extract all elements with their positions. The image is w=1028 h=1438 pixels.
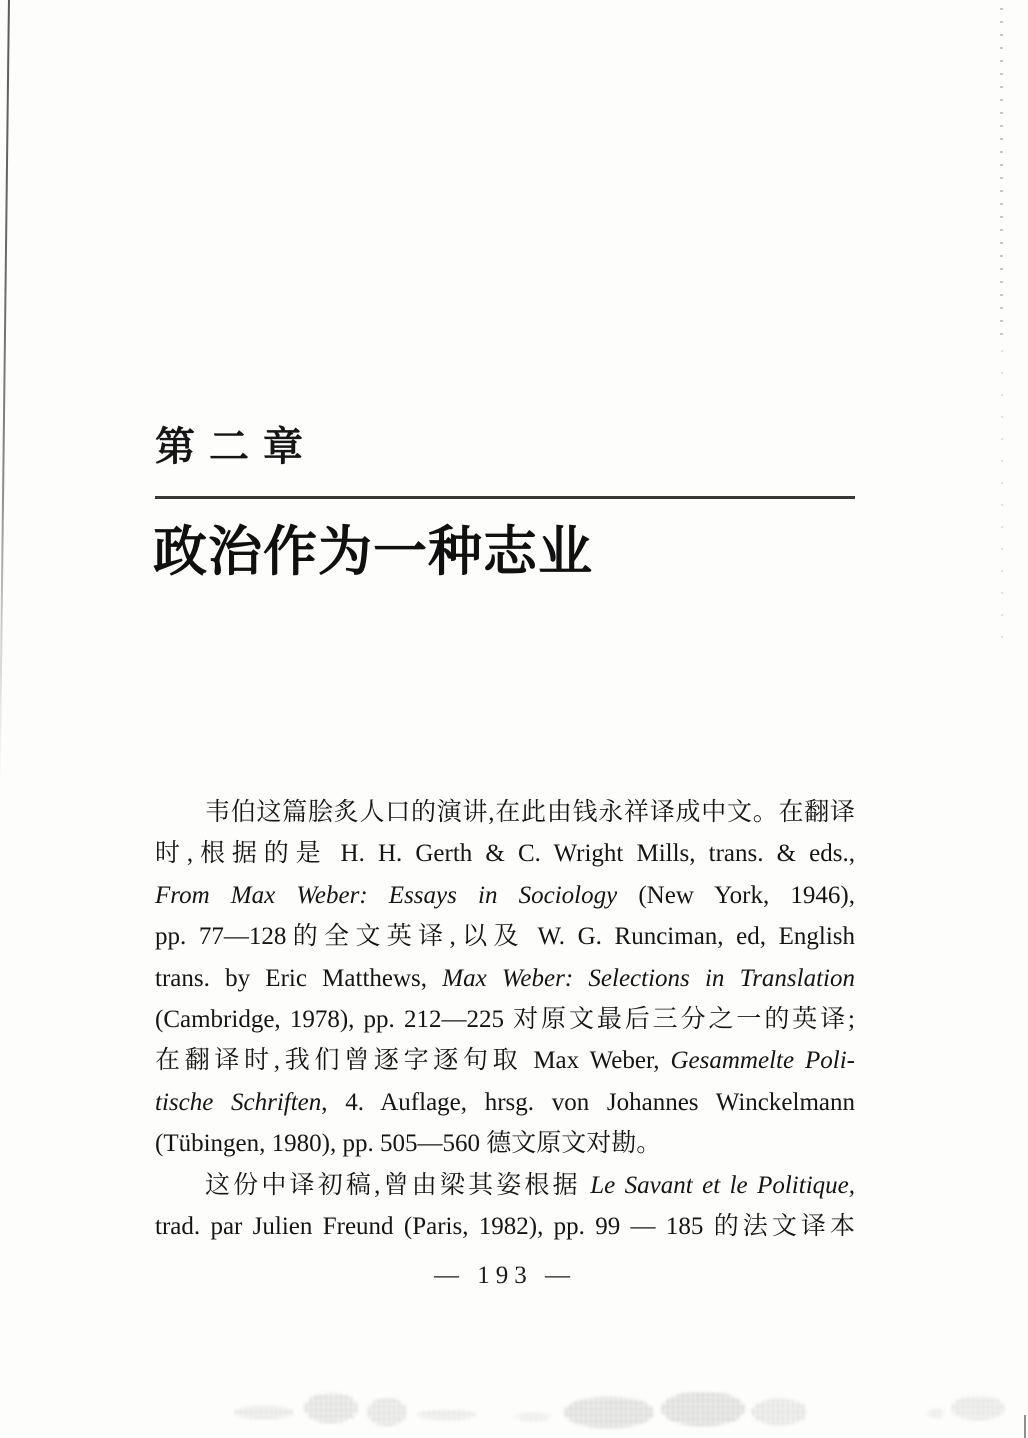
- body-line: [155, 792, 855, 833]
- body-line: [155, 875, 855, 916]
- text-segment: 在翻译时,我们曾逐字逐句取 Max Weber,: [155, 1047, 671, 1075]
- text-segment: 韦伯这篇脍炙人口的演讲,在此由钱永祥译成中文。在翻译: [205, 799, 855, 826]
- text-segment: pp. 77—128的全文英译,以及 W. G. Runciman, ed, English: [155, 923, 855, 951]
- body-line: [155, 1206, 855, 1247]
- body-line: [155, 833, 855, 874]
- text-segment: (New York, 1946),: [617, 881, 855, 909]
- body-line: [155, 1082, 855, 1123]
- section-rule: [155, 496, 855, 499]
- body-line: [155, 1165, 855, 1206]
- italic-text-segment: Le Savant et le Politique,: [590, 1171, 855, 1199]
- body-line: [155, 1040, 855, 1081]
- italic-text-segment: Gesammelte Poli-: [670, 1047, 855, 1075]
- italic-text-segment: From Max Weber: Essays in Sociology: [155, 881, 618, 909]
- page-title: 政治作为一种志业: [153, 522, 593, 582]
- text-segment: , 4. Auflage, hrsg. von Johannes Winckelmann: [321, 1088, 855, 1116]
- text-segment: (Cambridge, 1978), pp. 212—225 对原文最后三分之一的英译;: [155, 1005, 855, 1033]
- scan-artifact-right-speckles-lower: [1001, 350, 1003, 650]
- body-line: [155, 999, 855, 1040]
- chapter-label: 第二章: [155, 424, 317, 469]
- body-line: [155, 1123, 855, 1164]
- text-segment: trans. by Eric Matthews,: [155, 964, 443, 992]
- italic-text-segment: Max Weber: Selections in Translation: [442, 964, 855, 992]
- scan-artifact-left-edge-line: [0, 0, 10, 786]
- text-segment: 这份中译初稿,曾由梁其姿根据: [205, 1171, 591, 1199]
- body-line: [155, 916, 855, 957]
- italic-text-segment: tische Schriften: [155, 1088, 322, 1116]
- body-text: [155, 792, 855, 1247]
- text-segment: 时,根据的是 H. H. Gerth & C. Wright Mills, trans. & eds.,: [155, 840, 855, 868]
- body-line: [155, 958, 855, 999]
- text-segment: (Tübingen, 1980), pp. 505—560 德文原文对勘。: [155, 1130, 662, 1158]
- page-number: — 193 —: [434, 1262, 576, 1289]
- scan-artifact-corner-line: [1024, 1415, 1026, 1438]
- text-segment: trad. par Julien Freund (Paris, 1982), pp. 99 — 185 的法文译本: [155, 1212, 855, 1240]
- scan-artifact-right-speckles: [1000, 8, 1003, 343]
